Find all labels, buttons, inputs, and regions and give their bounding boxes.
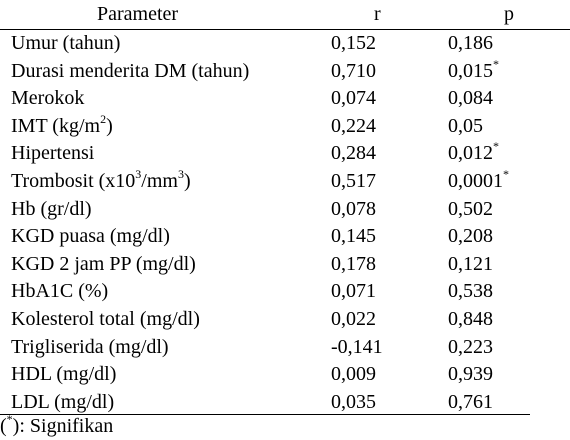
unit-superscript: 3 [135,166,142,181]
cell-p: 0,848 [448,307,493,330]
cell-parameter: HDL (mg/dl) [11,363,117,386]
cell-p: 0,084 [448,87,493,110]
table-row [0,306,570,334]
p-value: 0,015 [448,59,493,82]
table-row [0,223,570,251]
table-row [0,30,570,58]
parameter-label-mid: /mm [141,169,178,192]
cell-r: -0,141 [331,335,383,358]
parameter-label: Trombosit (x10 [11,169,136,192]
table-row [0,251,570,279]
cell-parameter [11,168,191,196]
cell-parameter: Hipertensi [11,142,95,165]
cell-parameter: KGD 2 jam PP (mg/dl) [11,252,196,275]
cell-parameter: Trigliserida (mg/dl) [11,335,169,358]
table-row [0,334,570,362]
parameter-label-tail: ) [106,114,113,137]
cell-r: 0,009 [331,363,376,386]
cell-p: 0,538 [448,280,493,303]
cell-parameter: Umur (tahun) [11,32,121,54]
cell-r: 0,022 [331,307,376,330]
cell-r: 0,145 [331,225,376,248]
footnote-mark: * [6,412,13,426]
parameter-label: IMT (kg/m [11,114,101,137]
cell-parameter: Kolesterol total (mg/dl) [11,307,200,330]
cell-parameter: KGD puasa (mg/dl) [11,225,170,248]
table-body [0,30,570,416]
cell-r: 0,071 [331,280,376,303]
cell-r: 0,710 [331,59,376,82]
footnote-open: ( [0,415,7,437]
cell-p: 0,939 [448,363,493,386]
cell-p: 0,223 [448,335,493,358]
cell-r: 0,224 [331,114,376,137]
cell-r: 0,178 [331,252,376,275]
cell-parameter: Hb (gr/dl) [11,197,92,220]
cell-p [448,140,499,168]
p-value: 0,012 [448,142,493,165]
cell-r: 0,152 [331,32,376,54]
footnote [0,412,113,440]
cell-parameter: Merokok [11,87,85,110]
table-row [0,361,570,389]
cell-parameter [11,113,113,141]
header-r: r [374,3,381,25]
cell-parameter: LDL (mg/dl) [11,390,115,413]
cell-r: 0,074 [331,87,376,110]
significance-mark: * [503,166,509,181]
table-row [0,85,570,113]
cell-r: 0,517 [331,169,376,192]
table-row [0,278,570,306]
cell-p: 0,05 [448,114,483,137]
cell-p: 0,761 [448,390,493,413]
table-row [0,140,570,168]
header-p: p [504,3,514,25]
unit-superscript: 3 [177,166,184,181]
significance-mark: * [493,56,499,71]
table-header-row [0,0,570,28]
cell-p [448,168,509,196]
cell-r: 0,284 [331,142,376,165]
cell-p: 0,208 [448,225,493,248]
cell-r: 0,078 [331,197,376,220]
cell-p [448,58,499,86]
table-row [0,58,570,86]
unit-superscript: 2 [100,111,107,126]
cell-r: 0,035 [331,390,376,413]
parameter-label-tail: ) [183,169,191,192]
cell-p: 0,502 [448,197,493,220]
cell-parameter: Durasi menderita DM (tahun) [11,59,250,82]
footnote-text: ): Signifikan [12,415,114,437]
significance-mark: * [493,139,499,154]
cell-parameter: HbA1C (%) [11,280,109,303]
header-parameter: Parameter [97,3,179,25]
cell-p: 0,121 [448,252,493,275]
table-row [0,196,570,224]
table-row [0,168,570,196]
table-row [0,113,570,141]
cell-p: 0,186 [448,32,493,54]
p-value: 0,0001 [448,169,503,192]
